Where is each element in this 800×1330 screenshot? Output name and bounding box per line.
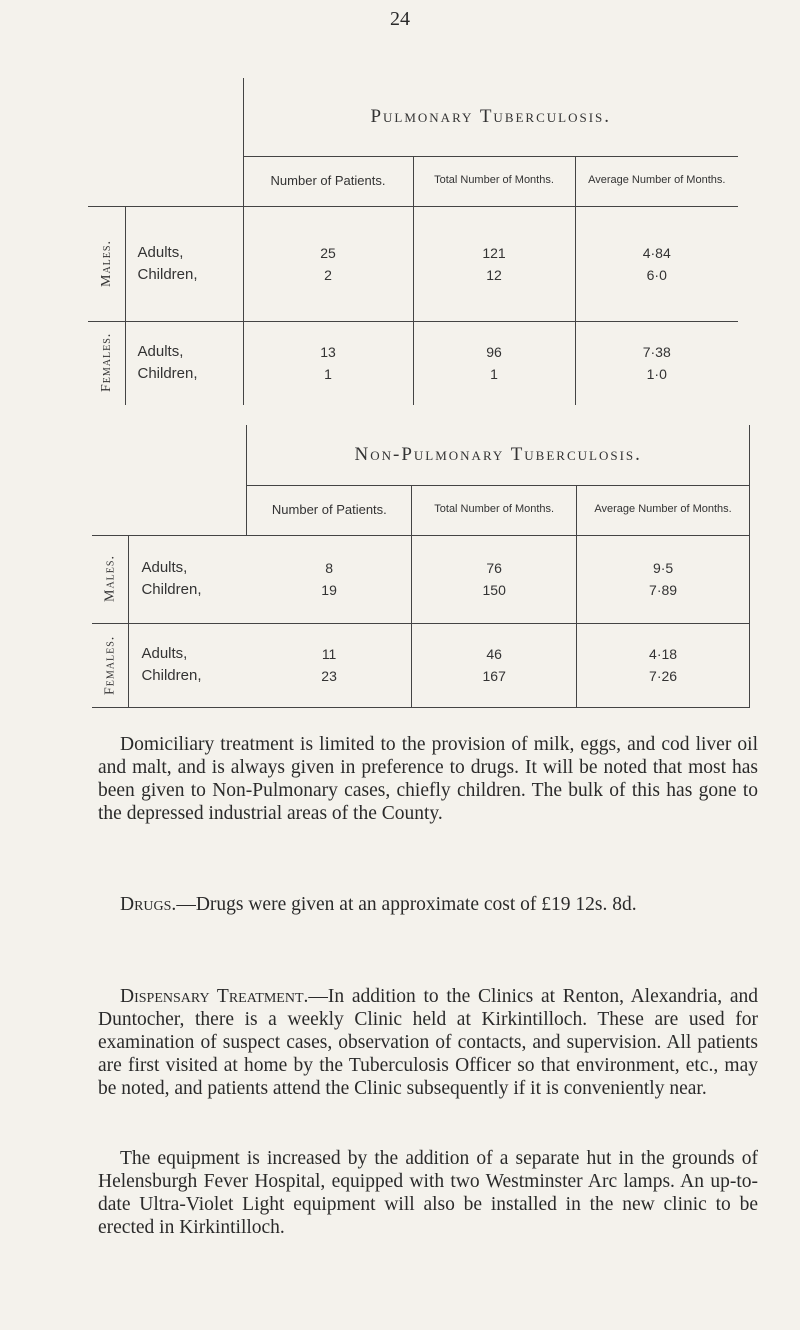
equipment-paragraph: The equipment is increased by the addition of a separate hut in the grounds of Helensburgh Fever Hospital, equipped with two Westminster Arc lamps. An up-to-date Ultra-Violet Light equipment will also be installed in the new clinic to be erected in Kirkintilloch.	[98, 1148, 758, 1238]
group-label-males: Males.	[88, 206, 125, 321]
pulmonary-title: Pulmonary Tuberculosis.	[243, 78, 738, 156]
total-months-cell: 76 150	[412, 535, 577, 623]
non-pulmonary-title: Non-Pulmonary Tuberculosis.	[247, 425, 750, 485]
dispensary-heading: Dispensary Treatment.	[120, 986, 309, 1007]
group-label-females: Females.	[92, 623, 129, 707]
average-months-cell: 4·18 7·26	[577, 623, 750, 707]
header-patients: Number of Patients.	[247, 485, 412, 535]
header-average-months: Average Number of Months.	[575, 156, 738, 206]
header-total-months: Total Number of Months.	[412, 485, 577, 535]
row-categories: Adults, Children,	[125, 206, 243, 321]
group-label-females: Females.	[88, 321, 125, 405]
average-months-cell: 7·38 1·0	[575, 321, 738, 405]
header-patients: Number of Patients.	[243, 156, 413, 206]
average-months-cell: 9·5 7·89	[577, 535, 750, 623]
drugs-paragraph	[98, 893, 758, 916]
total-months-cell: 46 167	[412, 623, 577, 707]
patients-cell: 13 1	[243, 321, 413, 405]
patients-cell: 25 2	[243, 206, 413, 321]
header-average-months: Average Number of Months.	[577, 485, 750, 535]
row-categories: Adults, Children,	[129, 623, 247, 707]
total-months-cell: 96 1	[413, 321, 575, 405]
domiciliary-paragraph: Domiciliary treatment is limited to the provision of milk, eggs, and cod liver oil and malt, and is always given in preference to drugs. It will be noted that most has been given to Non-Pulmonary cases, chiefly children. The bulk of this has gone to the depressed industrial areas of the County.	[98, 734, 758, 824]
average-months-cell: 4·84 6·0	[575, 206, 738, 321]
patients-cell: 11 23	[247, 623, 412, 707]
total-months-cell: 121 12	[413, 206, 575, 321]
dispensary-text: —In addition to the Clinics at Renton, Alexandria, and Duntocher, there is a weekly Clinic held at Kirkintilloch. These are used for examination of suspect cases, observation of contacts, and supervision. All patients are first visited at home by the Tuberculosis Officer so that environment, etc., may be noted, and patients attend the Clinic subsequently if it is conveniently near.	[98, 986, 758, 1099]
drugs-heading: Drugs.	[120, 894, 177, 915]
pulmonary-table	[88, 78, 738, 405]
row-categories: Adults, Children,	[137, 343, 198, 383]
header-total-months: Total Number of Months.	[413, 156, 575, 206]
dispensary-paragraph	[98, 985, 758, 1100]
page-number: 24	[390, 8, 410, 30]
patients-cell: 8 19	[247, 535, 412, 623]
drugs-text: —Drugs were given at an approximate cost of £19 12s. 8d.	[176, 894, 637, 915]
group-label-males: Males.	[92, 535, 129, 623]
row-categories: Adults, Children,	[129, 535, 247, 623]
non-pulmonary-table	[92, 425, 750, 708]
